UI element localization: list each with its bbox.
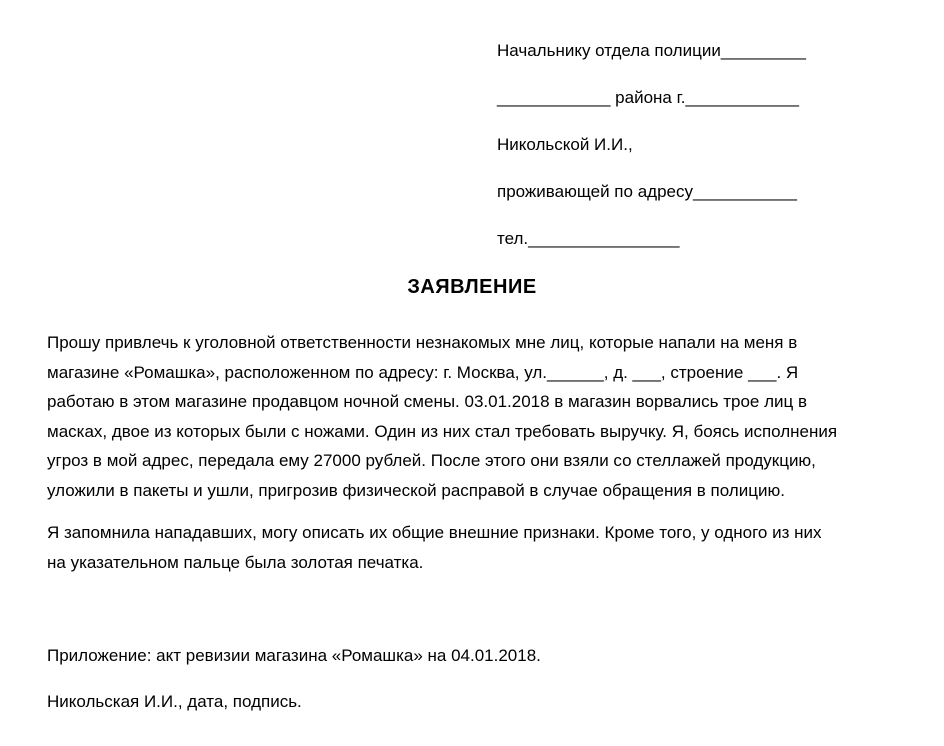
applicant-address: проживающей по адресу___________: [497, 182, 797, 201]
addressee-line-police: Начальнику отдела полиции_________: [497, 41, 806, 60]
signature-line: Никольская И.И., дата, подпись.: [47, 692, 302, 711]
addressee-block: [497, 40, 917, 275]
appendix-line: Приложение: акт ревизии магазина «Ромашка» на 04.01.2018.: [47, 646, 541, 665]
applicant-name: Никольской И.И.,: [497, 135, 633, 154]
paragraph-line: угроз в мой адрес, передала ему 27000 рублей. После этого они взяли со стеллажей продукцию,: [47, 451, 816, 470]
statement-paragraph-1: [47, 328, 927, 505]
applicant-phone: тел.________________: [497, 229, 680, 248]
paragraph-line: магазине «Ромашка», расположенном по адресу: г. Москва, ул.______, д. ___, строение ___. Я: [47, 362, 799, 382]
paragraph-line: на указательном пальце была золотая печатка.: [47, 552, 424, 572]
paragraph-line: Прошу привлечь к уголовной ответственности незнакомых мне лиц, которые напали на меня в: [47, 333, 798, 352]
paragraph-line: Я запомнила нападавших, могу описать их общие внешние признаки. Кроме того, у одного из них: [47, 523, 822, 542]
paragraph-line: работаю в этом магазине продавцом ночной смены. 03.01.2018 в магазин ворвались трое лиц в: [47, 392, 808, 411]
statement-paragraph-2: [47, 518, 927, 577]
document-title: ЗАЯВЛЕНИЕ: [407, 276, 537, 298]
paragraph-line: уложили в пакеты и ушли, пригрозив физической расправой в случае обращения в полицию.: [47, 480, 785, 500]
paragraph-line: масках, двое из которых были с ножами. Один из них стал требовать выручку. Я, боясь исполнения: [47, 421, 838, 441]
addressee-line-district: ____________ района г.____________: [497, 88, 799, 107]
